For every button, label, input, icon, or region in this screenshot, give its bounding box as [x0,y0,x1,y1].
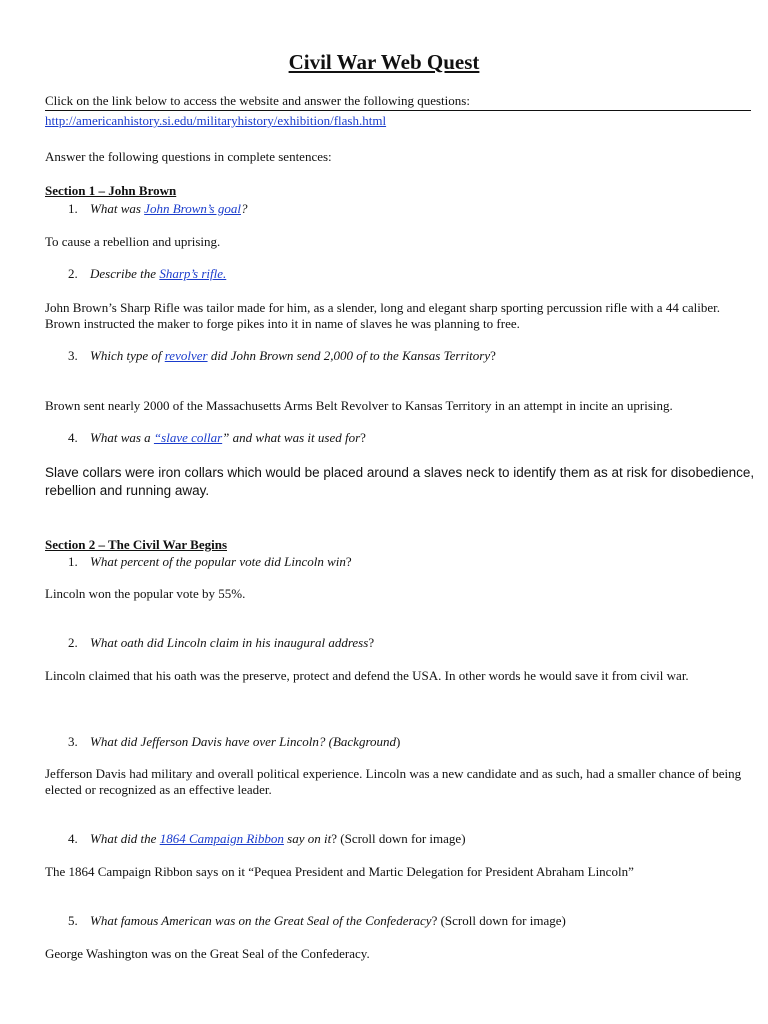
answer: To cause a rebellion and uprising. [45,234,221,249]
answer: Lincoln won the popular vote by 55%. [45,586,246,601]
website-link[interactable]: http://americanhistory.si.edu/militaryhistory/exhibition/flash.html [45,113,387,128]
answer-instructions: Answer the following questions in complete sentences: [45,149,332,164]
question: 2. What oath did Lincoln claim in his inaugural address? [68,635,375,650]
campaign-ribbon-link[interactable]: 1864 Campaign Ribbon [159,831,284,846]
answer: Jefferson Davis had military and overall political experience. Lincoln was a new candidate and as such, had a smaller chance of being elected or recognized as an effective leader. [45,766,742,797]
question: 2. Describe the Sharp’s rifle. [68,266,227,281]
question: 1. What percent of the popular vote did Lincoln win? [68,554,352,569]
answer: George Washington was on the Great Seal of the Confederacy. [45,946,370,961]
revolver-link[interactable]: revolver [164,348,208,363]
question: 3. Which type of revolver did John Brown send 2,000 of to the Kansas Territory? [68,348,496,363]
question: 3. What did Jefferson Davis have over Lincoln? (Background) [68,734,401,749]
slave-collar-link[interactable]: “slave collar [153,430,223,445]
page-title: Civil War Web Quest [288,50,480,74]
answer: Lincoln claimed that his oath was the preserve, protect and defend the USA. In other words he would save it from civil war. [45,668,689,683]
question: 4. What was a “slave collar” and what was it used for? [68,430,366,445]
sharps-rifle-link[interactable]: Sharp’s rifle. [159,266,227,281]
divider [45,110,751,111]
answer: Slave collars were iron collars which would be placed around a slaves neck to identify them as at risk for disobedience, rebellion and running away. [45,465,755,498]
question: 1. What was John Brown’s goal? [68,201,248,216]
question: 5. What famous American was on the Great Seal of the Confederacy? (Scroll down for image) [68,913,566,928]
answer: John Brown’s Sharp Rifle was tailor made for him, as a slender, long and elegant sharp sporting percussion rifle with a 44 caliber. Brown instructed the maker to forge pikes into it in name of slaves he was planning to free. [45,300,720,331]
section-1-heading: Section 1 – John Brown [45,183,177,198]
question: 4. What did the 1864 Campaign Ribbon say on it? (Scroll down for image) [68,831,466,846]
answer: Brown sent nearly 2000 of the Massachusetts Arms Belt Revolver to Kansas Territory in an attempt in incite an uprising. [45,398,673,413]
intro-text: Click on the link below to access the website and answer the following questions: [45,93,470,108]
john-brown-goal-link[interactable]: John Brown’s goal [144,201,241,216]
section-2-heading: Section 2 – The Civil War Begins [45,537,228,552]
answer: The 1864 Campaign Ribbon says on it “Pequea President and Martic Delegation for President Abraham Lincoln” [45,864,634,879]
